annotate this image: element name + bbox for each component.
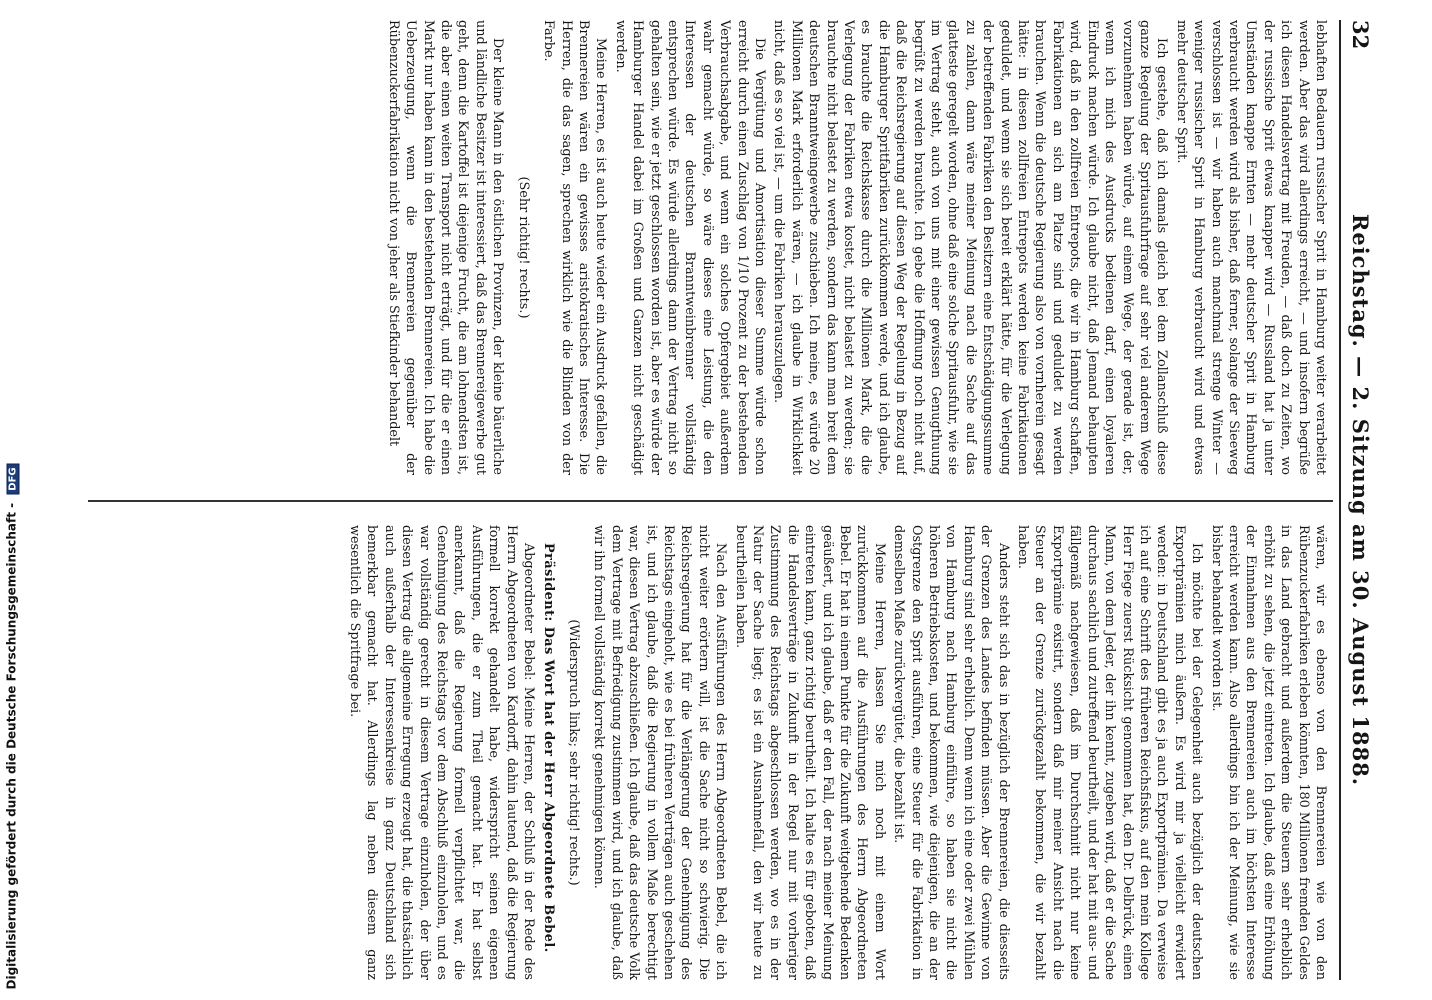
speaker-line: Präsident: Das Wort hat der Herr Abgeordnete Bebel. bbox=[540, 543, 556, 953]
paragraph: Meine Herren, lassen Sie mich noch mit einem Wort zurückkommen auf die Ausführungen des Herrn Abgeordneten Bebel. Er hat in einem Punkte für die Zukunft weitgehende Bedenken geäußert, und ich glaube, daß er den Fall, der nach meiner Meinung eintreten kann, ganz richtig beurtheilt. Ich halte es für geboten, daß die Handelsverträge in Zukunft in der Regel nur mit vorheriger Zustimmung des Reichstags abgeschlossen werden, wo es in der Natur der Sache liegt; es ist ein Ausnahmefall, den wir heute zu beurtheilen haben. bbox=[732, 525, 887, 980]
paragraph: Nach den Ausführungen des Herrn Abgeordneten Bebel, die ich nicht weiter erörtern will, ist die Sache nicht so schwierig. Die Reichsregierung hat für die Verlängerung der Genehmigung des Reichstags eingeholt, wie es bei früheren Verträgen auch geschehen ist, und ich glaube, daß die Regierung in vollem Maße berechtigt war, diesen Vertrag abzuschließen. Ich glaube, daß das deutsche Volk dem Vertrage mit Befriedigung zustimmen wird, und ich glaube, daß wir ihn formell vollständig korrekt genehmigen können. bbox=[591, 525, 729, 980]
paragraph: Abgeordneter Bebel: Meine Herren, der Schluß in der Rede des Herrn Abgeordneten von Kardorff, dahin lautend, daß die Regierung formell korrekt gehandelt habe, widerspricht seinen eigenen Ausführungen, die er zum Theil gemacht hat. Er hat selbst anerkannt, daß die Regierung formell verpflichtet war, die Genehmigung des Reichstags vor dem Abschluß einzuholen, und es war vollständig gerecht in diesem Vertrage einzuholen, der über diesen Vertrag die allgemeine Erregung erzeugt hat, die thatsächlich auch außerhalb der Interessenkreise in ganz Deutschland sich bemerkbar gemacht hat. Allerdings lag neben diesem ganz wesentlich die Spritfrage bei. bbox=[347, 525, 537, 980]
dfg-logo-icon: DFG bbox=[7, 463, 20, 494]
page-header bbox=[1341, 20, 1381, 980]
paragraph: Der kleine Mann in den östlichen Provinzen, der kleine bäuerliche und ländliche Besitzer ist interessiert, daß das Brennereigewerbe gut geht, denn die Kartoffel ist diejenige Frucht, die am lohnendsten ist, die aber einen weiten Transport nicht erträgt, und für die er einen Markt nur haben kann in den bestehenden Brennereien. Ich habe die Ueberzeugung, wenn die Brennereien gegenüber der Rübenzuckerfabrikation nicht von jeher als Stiefkinder behandelt bbox=[385, 20, 506, 475]
paragraph: Ich gestehe, daß ich damals gleich bei dem Zollanschluß diese ganze Regelung der Spritausfuhrfrage auf sehr viel anderem Wege vorzunehmen haben würde, auf einem Wege, der gerade ist, der, wenn ich mich des Ausdrucks bedienen darf, einen loyaleren Eindruck machen würde. Ich glaube nicht, daß Jemand behaupten wird, daß in den zollfreien Entrepots, die wir in Hamburg schaffen, Fabrikationen an sich am Platze sind und geduldet zu werden brauchen. Wenn die deutsche Regierung also von vornherein gesagt hätte: in diesen zollfreien Entrepots werden keine Fabrikationen geduldet, und wenn sie sich bereit erklärt hätte, für die Verlegung der betreffenden Fabriken den Besitzern eine Entschädigungssumme zu zahlen, dann wäre meiner Meinung nach die Sache auf das glatteste geregelt worden, ohne daß eine solche Spritausfuhr, wie sie im Vertrag steht, auch von uns mit einer gewissen Genugthuung begrüßt zu werden brauchte. Ich gebe die Hoffnung noch nicht auf, daß die Reichsregierung auf diesen Weg der Regelung in Bezug auf die Hamburger Spritfabriken zurückkommen werde, und ich glaube, es brauchte die Reichskasse durch die Millionen Mark, die die Verlegung der Fabriken etwa kostet, nicht belastet zu werden; sie brauchte nicht belastet zu werden, sondern das kann man breit dem deutschen Branntweingewerbe zuschieben. Ich meine, es würde 20 Millionen Mark erforderlich wären, — ich glaube in Wirklichkeit nicht, daß es so viel ist, — um die Fabriken herauszulegen. bbox=[771, 20, 1170, 475]
running-title: Reichstag. — 2. Sitzung am 30. August 1888. bbox=[1348, 213, 1373, 787]
paragraph: Meine Herren, es ist auch heute wieder ein Ausdruck gefallen, die Brennereien wären ein gewisses aristokratisches Interesse. Die Herren, die das sagen, sprechen wirklich wie die Blinden von der Farbe. bbox=[541, 20, 609, 475]
digitization-credit bbox=[0, 0, 24, 1000]
page-number: 32 bbox=[1348, 20, 1373, 50]
header-rule bbox=[1339, 20, 1341, 980]
paragraph: Anders steht sich das in bezüglich der Brennereien, die diesseits der Grenzen des Landes befinden müssen. Aber die Gewinne von Hamburg sind sehr erheblich. Denn wenn ich eine oder zwei Mühlen von Hamburg nach Hamburg einführe, so haben sie nicht die höheren Betriebskosten, und bekommen, wie diejenigen, die an der Ostgrenze den Sprit ausführen, eine Steuer für die Fabrikation in demselben Maße zurückvergütet, die bezahlt ist. bbox=[891, 525, 1011, 980]
credit-text: Digitalisierung gefördert durch die Deutsche Forschungsgemeinschaft - bbox=[4, 502, 19, 990]
rotated-page-content bbox=[51, 20, 1381, 980]
interjection: (Widerspruch links; sehr richtig! rechts.) bbox=[565, 619, 581, 886]
paragraph: Die Vergütung und Amortisation dieser Summe würde schon erreicht durch einen Zuschlag von 1/10 Prozent zu der bestehenden Verbrauchsabgabe, und wenn ein solches Opfergebiet außerdem wahr gemacht würde, so wäre dieses eine Leistung, die den Interessen der deutschen Branntweinbrenner vollständig entsprechen würde. Es würde allerdings dann der Vertrag nicht so gehalten sein, wie er jetzt geschlossen worden ist, aber es würde der Hamburger Handel dabei im Großen und Ganzen nicht geschädigt werden. bbox=[612, 20, 767, 475]
paragraph: wären, wir es ebenso von den Brennereien wie von den Rübenzuckerfabriken erleben könnten, 180 Millionen fremden Geldes in das Land gebracht und außerdem die Steuern sehr erheblich erhöht zu sehen, die jetzt eintreten. Ich glaube, daß eine Erhöhung der Einnahmen aus den Brennereien auch im höchsten Interesse erreicht werden kann. Also allerdings bin ich der Meinung, wie sie bisher behandelt worden ist. bbox=[1208, 525, 1328, 980]
right-column bbox=[94, 525, 1329, 980]
paragraph: Ich möchte bei der Gelegenheit auch bezüglich der deutschen Exportprämien mich äußern. Es wird mir ja vielleicht erwidert werden: in Deutschland gibt es ja auch Exportprämien. Da verweise ich auf eine Schrift des früheren Reichsfiskus, auf den mein Kollege Herr Fiege zuerst Rücksicht genommen hat, den Dr. Delbrück, einen Mann, von dem Jeder, der ihn kennt, zugeben wird, daß er die Sache durchaus sachlich und zutreffend beurtheilt, und der hat mit aus- und fällgemäß nachgewiesen, daß im Durchschnitt nicht nur keine Exportprämie existirt, sondern daß mir meiner Ansicht nach die Steuer an der Grenze zurückgezahlt bekommen, die wir bezahlt haben. bbox=[1015, 525, 1205, 980]
column-divider bbox=[88, 500, 1333, 502]
interjection: (Sehr richtig! rechts.) bbox=[515, 176, 531, 319]
left-column bbox=[94, 20, 1329, 475]
paragraph: lebhaften Bedauern russischer Sprit in Hamburg weiter verarbeitet werden. Aber das wird allerdings erreicht, — und insofern begrüße ich diesen Handelsvertrag mit Freuden, — daß doch zu Zeiten, wo der russische Sprit etwas knapper wird — Russland hat ja unter Umständen knappe Ernten — mehr deutscher Sprit in Hamburg verbraucht werden wird als bisher, daß ferner, solange der Sieeweg verschlossen ist — wir haben auch manchmal strenge Winter — weniger russischer Sprit in Hamburg verbraucht wird und etwas mehr deutscher Sprit. bbox=[1173, 20, 1328, 475]
